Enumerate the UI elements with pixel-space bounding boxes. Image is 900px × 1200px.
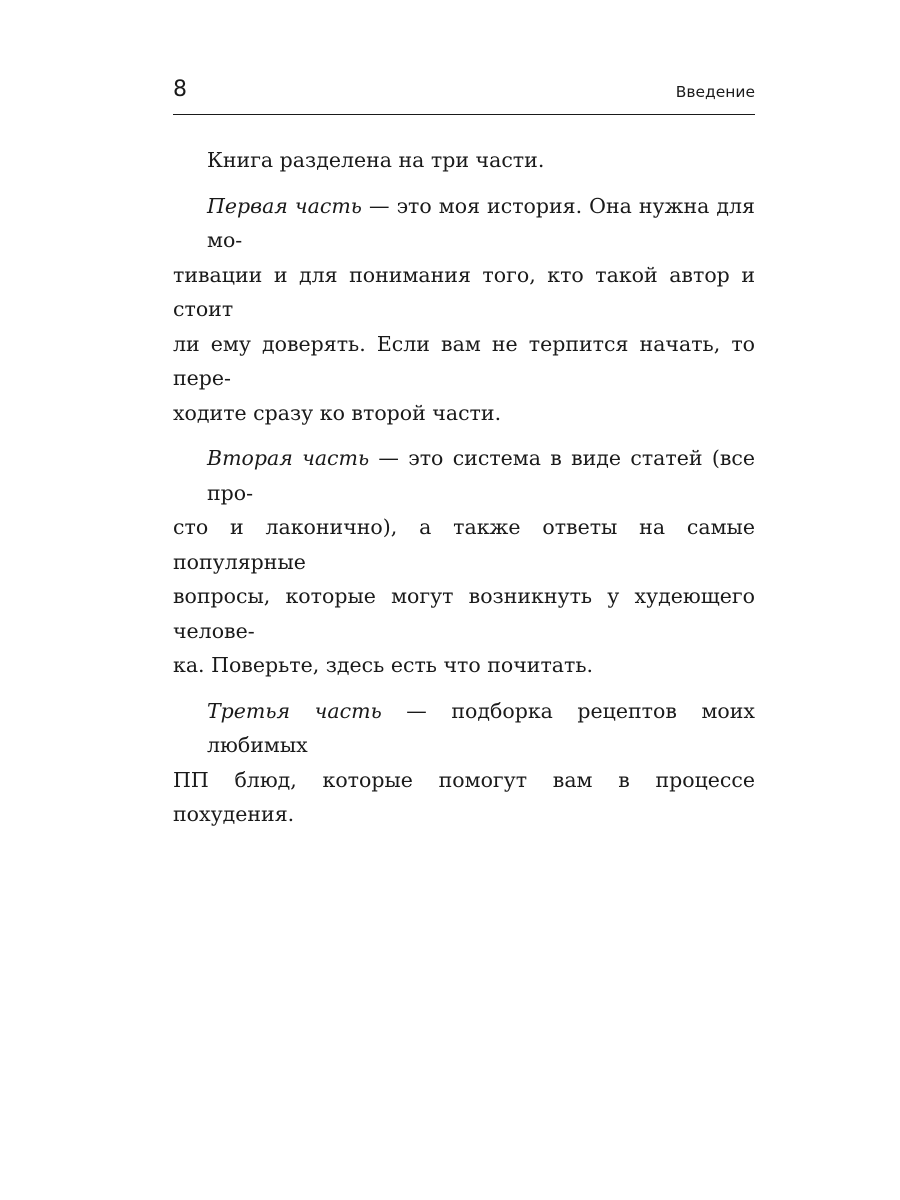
text-line (173, 441, 755, 510)
text-line (173, 189, 755, 258)
part-two-label: Вторая часть (207, 446, 370, 470)
part-three-label: Третья часть (207, 698, 382, 723)
text-line (173, 396, 755, 431)
section-title: Введение (675, 83, 755, 101)
page-number: 8 (173, 77, 187, 102)
text-line (173, 327, 755, 396)
paragraph-part-three (173, 694, 755, 832)
line-text: — это система в виде статей (все про- (207, 446, 755, 505)
text-line (173, 579, 755, 648)
text-line (173, 763, 755, 832)
text-line (173, 648, 755, 683)
text-line (173, 258, 755, 327)
text-line (173, 510, 755, 579)
running-header (173, 76, 755, 115)
line-text: — подборка рецептов моих любимых (207, 698, 755, 757)
line-text: ПП блюд, которые помогут вам в процессе похудения. (173, 767, 755, 826)
paragraph-part-one (173, 189, 755, 431)
line-text: тивации и для понимания того, кто такой автор и стоит (173, 262, 755, 321)
line-text: ли ему доверять. Если вам не терпится начать, то пере- (173, 331, 755, 390)
line-text: Книга разделена на три части. (207, 148, 545, 172)
text-line (173, 694, 755, 763)
paragraph-intro (173, 143, 755, 178)
paragraph-part-two (173, 441, 755, 683)
part-one-label: Первая часть (207, 193, 362, 218)
line-text: вопросы, которые могут возникнуть у худеющего челове- (173, 584, 755, 643)
text-line (173, 143, 755, 178)
line-text: ходите сразу ко второй части. (173, 400, 502, 425)
line-text: ка. Поверьте, здесь есть что почитать. (173, 653, 594, 677)
line-text: сто и лаконично), а также ответы на самые популярные (173, 515, 755, 574)
body-text (173, 143, 755, 843)
line-text: — это моя история. Она нужна для мо- (207, 193, 755, 252)
